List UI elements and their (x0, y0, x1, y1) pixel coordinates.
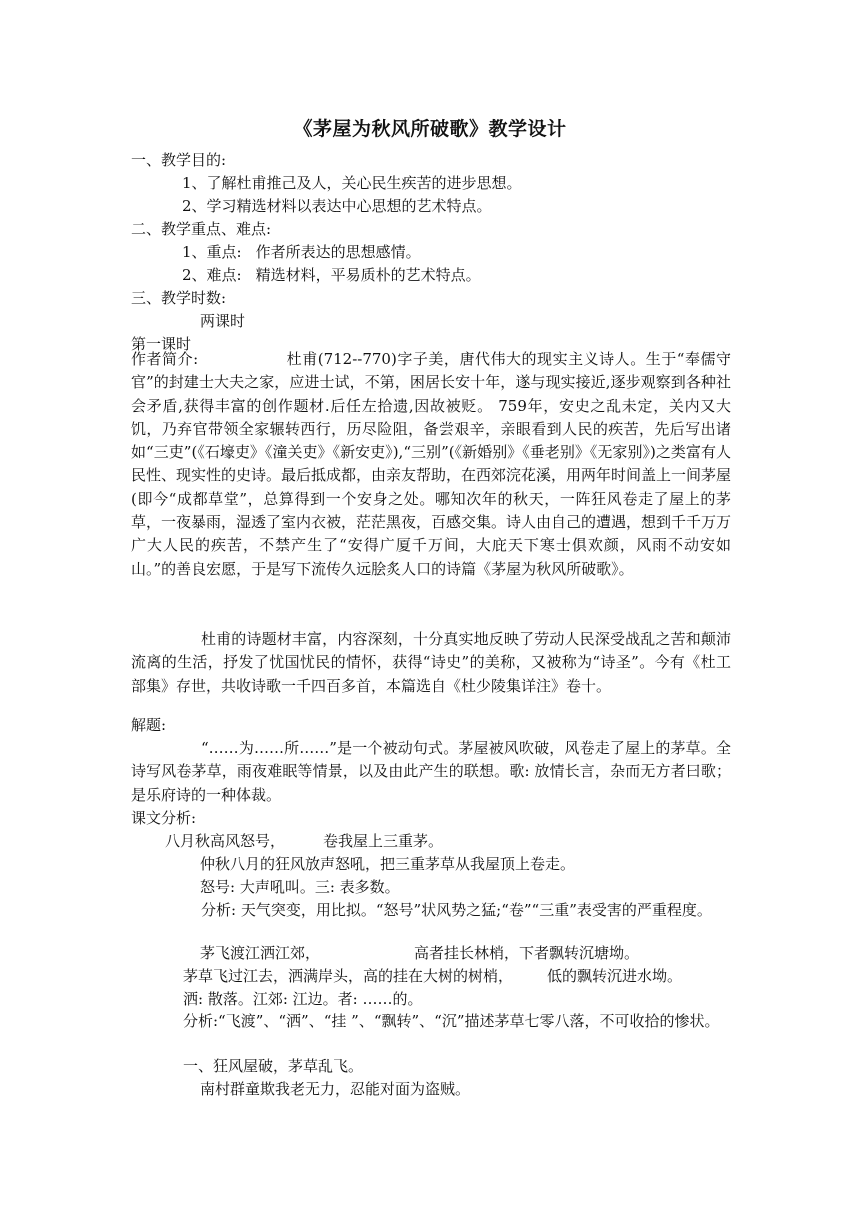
verse-1 (165, 830, 443, 852)
author-intro (131, 348, 731, 581)
focus-key-point (182, 241, 421, 263)
verse-2 (200, 942, 639, 964)
translation-1: 仲秋八月的狂风放声怒吼，把三重茅草从我屋顶上卷走。 (200, 855, 576, 873)
hours-heading: 三、教学时数: (131, 289, 227, 307)
analysis-1: 分析: 天气突变，用比拟。“怒号”状风势之猛;“卷”“三重”表受害的严重程度。 (201, 901, 712, 919)
translation-2 (183, 965, 682, 987)
focus-key-text: 作者所表达的思想感情。 (255, 243, 421, 261)
explain-label: 解题: (131, 716, 167, 734)
lesson-one-label: 第一课时 (131, 335, 192, 353)
translation-2a: 茅草飞过江去，洒满岸头，高的挂在大树的树梢， (183, 967, 514, 985)
verse-3: 南村群童欺我老无力，忍能对面为盗贼。 (200, 1080, 471, 1098)
explain-text: “……为……所……”是一个被动句式。茅屋被风吹破，风卷走了屋上的茅草。全诗写风卷茅草，雨夜难眠等情景，以及由此产生的联想。歌: 放情长言，杂而无方者曰歌；是乐府诗的一种体裁。 (131, 739, 731, 804)
note-1: 怒号: 大声吼叫。三: 表多数。 (200, 878, 400, 896)
verse-2b: 高者挂长林梢，下者飘转沉塘坳。 (414, 944, 640, 962)
focus-diff-label: 2、难点: (182, 266, 242, 284)
author-label: 作者简介: (131, 350, 199, 368)
goal-item-1: 1、了解杜甫推己及人，关心民生疾苦的进步思想。 (182, 174, 522, 192)
author-works: 杜甫的诗题材丰富，内容深刻，十分真实地反映了劳动人民深受战乱之苦和颠沛流离的生活，抒发了忧国忧民的情怀，获得“诗史”的美称，又被称为“诗圣”。今有《杜工部集》存世，共收诗歌一千四百多首，本篇选自《杜少陵集详注》卷十。 (131, 630, 731, 695)
focus-key-label: 1、重点: (182, 243, 242, 261)
verse-2a: 茅飞渡江洒江郊， (200, 944, 321, 962)
hours-value: 两课时 (200, 312, 246, 330)
analysis-label: 课文分析: (131, 809, 197, 827)
goals-heading: 一、教学目的: (131, 151, 227, 169)
translation-2b: 低的飘转沉进水坳。 (547, 967, 683, 985)
analysis-2: 分析:“飞渡”、“洒”、“挂 ”、“飘转”、“沉”描述茅草七零八落，不可收拾的惨状。 (183, 1012, 720, 1030)
goal-item-2: 2、学习精选材料以表达中心思想的艺术特点。 (182, 197, 492, 215)
focus-difficulty (182, 264, 481, 286)
author-text: 杜甫(712--770)字子美，唐代伟大的现实主义诗人。生于“奉儒守官”的封建士大夫之家，应进士试，不第，困居长安十年，遂与现实接近,逐步观察到各种社会矛盾,获得丰富的创作题材.后任左拾遗,因故被贬。 759年，安史之乱未定，关内又大饥，乃弃官带领全家辗转西行，历尽险阻，备尝艰辛，亲眼看到人民的疾苦，先后写出诸如“三吏”(《石壕吏》《潼关吏》《新安吏》),“三别”(《新婚别》《垂老别》《无家别》)之类富有人民性、现实性的史诗。最后抵成都，由亲友帮助，在西郊浣花溪，用两年时间盖上一间茅屋 (即今“成都草堂”，总算得到一个安身之处。哪知次年的秋天，一阵狂风卷走了屋上的茅草，一夜暴雨，湿透了室内衣被，茫茫黑夜，百感交集。诗人由自己的遭遇，想到千千万万广大人民的疾苦，不禁产生了“安得广厦千万间，大庇天下寒士俱欢颜，风雨不动安如山。”的善良宏愿，于是写下流传久远脍炙人口的诗篇《茅屋为秋风所破歌》。 (131, 350, 732, 578)
note-2: 洒: 散落。江郊: 江边。者: ……的。 (183, 990, 423, 1008)
verse-1a: 八月秋高风怒号， (165, 832, 286, 850)
summary-1: 一、狂风屋破，茅草乱飞。 (183, 1057, 364, 1075)
document-title: 《茅屋为秋风所破歌》教学设计 (293, 118, 567, 140)
verse-1b: 卷我屋上三重茅。 (323, 832, 444, 850)
focus-heading: 二、教学重点、难点: (131, 220, 272, 238)
focus-diff-text: 精选材料，平易质朴的艺术特点。 (255, 266, 481, 284)
